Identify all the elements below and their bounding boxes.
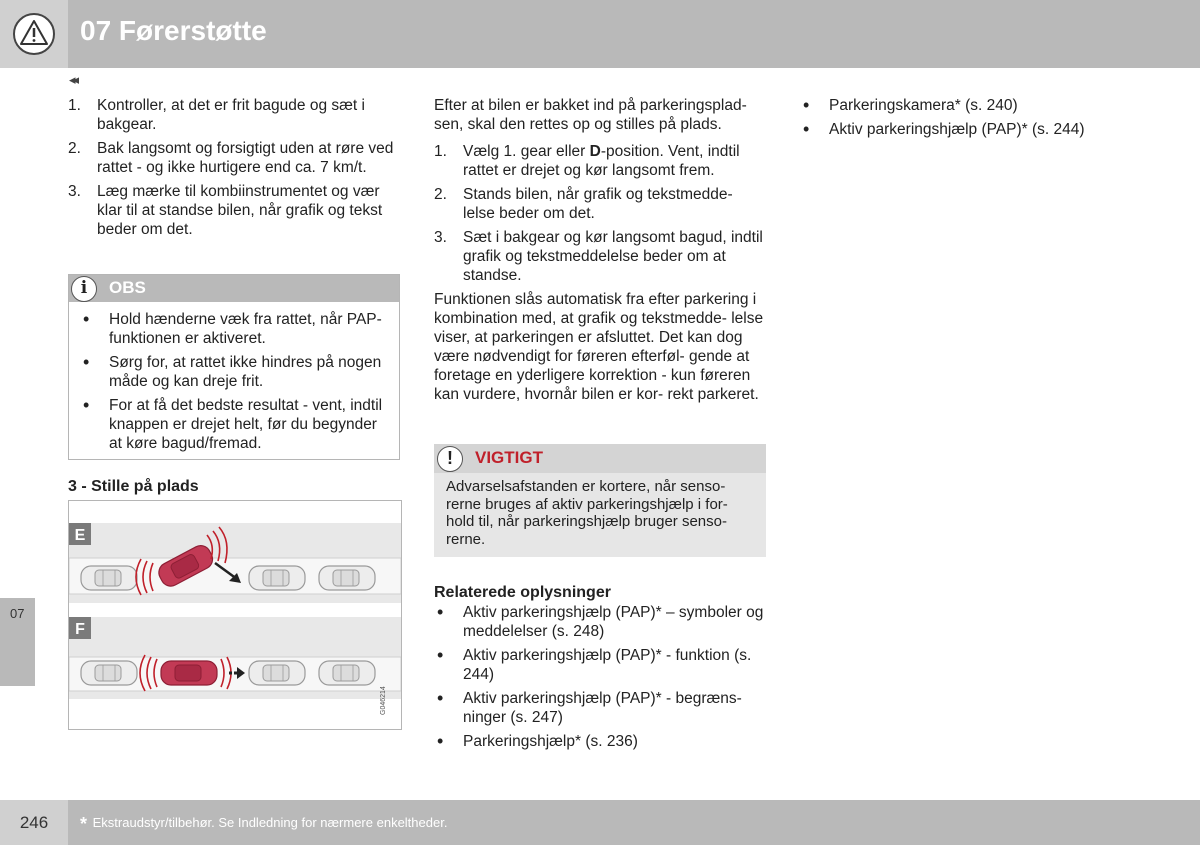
parking-illustration [68, 500, 402, 730]
obs-note-header [69, 275, 399, 302]
chapter-tab-label: 07 [10, 606, 25, 621]
warning-triangle-icon [12, 12, 56, 56]
obs-label: OBS [109, 278, 146, 297]
previous-page-icon[interactable]: ◂◂ [69, 72, 77, 87]
step-text: Stands bilen, når grafik og tekstmedde- lelse beder om det. [463, 186, 733, 222]
list-item [434, 228, 766, 285]
step-text: Læg mærke til kombiinstrumentet og vær klar til at standse bilen, når grafik og tekst beder om det. [97, 183, 383, 238]
related-link[interactable]: • Aktiv parkeringshjælp (PAP)* – symboler og meddelelser (s. 248) [434, 603, 766, 641]
step-number: 1. [68, 97, 81, 114]
intro-paragraph: Efter at bilen er bakket ind på parkeringsplad- sen, skal den rettes op og stilles på plads. [434, 97, 747, 133]
step-text: Bak langsomt og forsigtigt uden at røre ved rattet - og ikke hurtigere end ca. 7 km/t. [97, 140, 394, 176]
panel-e-label: E [74, 527, 86, 544]
vigtigt-label: VIGTIGT [475, 448, 543, 467]
section-title: 3 - Stille på plads [68, 478, 199, 495]
list-item [68, 96, 400, 134]
related-link[interactable]: • Parkeringskamera* (s. 240) [800, 96, 1140, 115]
obs-list [69, 302, 399, 453]
function-paragraph: Funktionen slås automatisk fra efter parkering i kombination med, at grafik og tekstmedde- lelse viser, at parkeringen er afsluttet. Det kan dog være nødvendigt for føreren efterføl- gende at foretage en yderligere korrektion - kun føreren kan vurdere, hvornår bilen er kor- rekt parkeret. [434, 291, 764, 403]
gear-d-label: D [589, 143, 601, 160]
step-number: 1. [434, 143, 447, 160]
straighten-steps-list [434, 142, 766, 285]
related-link[interactable]: • Aktiv parkeringshjælp (PAP)* - begræns- ninger (s. 247) [434, 689, 766, 727]
list-item: • Hold hænderne væk fra rattet, når PAP-funktionen er aktiveret. [80, 310, 389, 348]
step-number: 2. [68, 140, 81, 157]
list-item [68, 139, 400, 177]
page-number: 246 [0, 800, 68, 845]
step-text: -position. Vent, indtil rattet er drejet og kør langsomt frem. [463, 143, 740, 179]
parking-diagram [69, 501, 401, 729]
step-text: Sæt i bakgear og kør langsomt bagud, indtil grafik og tekstmeddelelse beder om at standse. [463, 229, 763, 284]
list-item [434, 185, 766, 223]
column-3 [800, 96, 1140, 144]
footnote-star: * [80, 814, 88, 834]
vigtigt-header [434, 444, 766, 473]
reverse-steps-list [68, 96, 400, 239]
vigtigt-text: Advarselsafstanden er kortere, når senso- rerne bruges af aktiv parkeringshjælp i for- hold til, når parkeringshjælp bruger senso- rerne. [446, 478, 728, 548]
panel-f-label: F [75, 621, 85, 638]
obs-note-box [68, 274, 400, 460]
page-header [0, 0, 1200, 68]
exclamation-icon: ! [437, 446, 463, 472]
figure-code: G046214 [380, 686, 387, 715]
related-link[interactable]: • Parkeringshjælp* (s. 236) [434, 732, 766, 751]
page-footer [0, 800, 1200, 845]
step-text: Kontroller, at det er frit bagude og sæt i bakgear. [97, 97, 365, 133]
list-item: • For at få det bedste resultat - vent, indtil knappen er drejet helt, før du begynder at køre bagud/fremad. [80, 396, 389, 453]
related-link[interactable]: • Aktiv parkeringshjælp (PAP)* - funktion (s. 244) [434, 646, 766, 684]
column-2 [434, 96, 766, 412]
vigtigt-note-box [434, 444, 766, 557]
related-info-title: Relaterede oplysninger [434, 584, 611, 601]
column-1 [68, 96, 400, 244]
footnote-text: Ekstraudstyr/tilbehør. Se Indledning for nærmere enkeltheder. [92, 815, 448, 830]
related-link[interactable]: • Aktiv parkeringshjælp (PAP)* (s. 244) [800, 120, 1140, 139]
list-item [434, 142, 766, 180]
related-info-list [434, 603, 766, 756]
list-item [68, 182, 400, 239]
step-number: 2. [434, 186, 447, 203]
more-related-list [800, 96, 1140, 139]
page-title: 07 Førerstøtte [80, 15, 267, 46]
step-text: Vælg 1. gear eller [463, 143, 590, 160]
step-number: 3. [434, 229, 447, 246]
list-item: • Sørg for, at rattet ikke hindres på nogen måde og kan dreje frit. [80, 353, 389, 391]
info-icon: i [71, 276, 97, 302]
step-number: 3. [68, 183, 81, 200]
header-icon-box [0, 0, 68, 68]
chapter-side-tab[interactable] [0, 598, 35, 686]
footnote [80, 814, 447, 835]
